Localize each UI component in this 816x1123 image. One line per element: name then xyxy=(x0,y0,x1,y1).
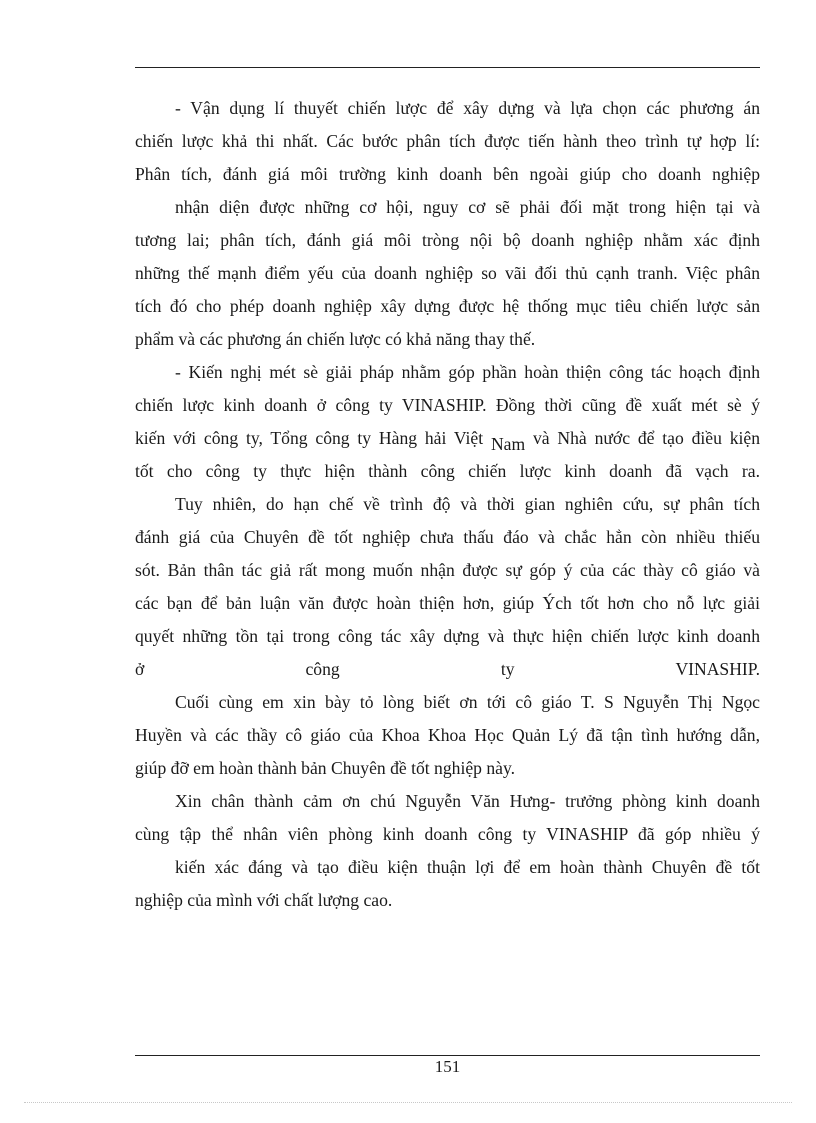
text-line: những thế mạnh điểm yếu của doanh nghiệp so vãi đối thủ cạnh tranh. Việc phân xyxy=(135,263,760,283)
text-line: chiến lược khả thi nhất. Các bước phân tích được tiến hành theo trình tự hợp lí: xyxy=(135,131,760,151)
text-line: nghiệp của mình với chất lượng cao. xyxy=(135,890,393,910)
text-line: kiến xác đáng và tạo điều kiện thuận lợi để em hoàn thành Chuyên đề tốt xyxy=(175,857,760,877)
page-number: 151 xyxy=(434,1057,461,1076)
text-line: tương lai; phân tích, đánh giá môi tròng nội bộ doanh nghiệp nhằm xác định xyxy=(135,230,760,250)
text-segment: kiến với công ty, Tổng công ty Hàng hải Việt xyxy=(135,428,484,448)
text-line: tích đó cho phép doanh nghiệp xây dựng được hệ thống mục tiêu chiến lược sản xyxy=(135,296,760,316)
text-line: giúp đỡ em hoàn thành bản Chuyên đề tốt nghiệp này. xyxy=(135,758,516,778)
text-line-mixed xyxy=(135,422,760,455)
text-segment: và Nhà nước để tạo điều kiện xyxy=(533,428,760,448)
text-line: các bạn để bản luận văn được hoàn thiện hơn, giúp Ých tốt hơn cho nỗ lực giải xyxy=(135,593,760,613)
text-line: Huyền và các thầy cô giáo của Khoa Khoa Học Quản Lý đã tận tình hướng dẫn, xyxy=(135,725,760,745)
text-line: sót. Bản thân tác giả rất mong muốn nhận được sự góp ý của các thày cô giáo và xyxy=(135,560,760,580)
text-line: - Kiến nghị mét sè giải pháp nhằm góp phần hoàn thiện công tác hoạch định xyxy=(175,362,760,382)
text-line: nhận diện được những cơ hội, nguy cơ sẽ phải đối mặt trong hiện tại và xyxy=(175,197,760,217)
text-line: Tuy nhiên, do hạn chế về trình độ và thời gian nghiên cứu, sự phân tích xyxy=(175,494,760,514)
document-body xyxy=(135,92,760,917)
text-line: cùng tập thể nhân viên phòng kinh doanh công ty VINASHIP đã góp nhiều ý xyxy=(135,824,760,844)
text-line: ở công ty VINASHIP. xyxy=(135,659,760,679)
text-line: chiến lược kinh doanh ở công ty VINASHIP. Đồng thời cũng đề xuất mét sè ý xyxy=(135,395,760,415)
page-edge-divider xyxy=(24,1102,792,1103)
header-rule xyxy=(135,67,760,68)
text-line: phẩm và các phương án chiến lược có khả năng thay thế. xyxy=(135,329,536,349)
text-line: Phân tích, đánh giá môi trường kinh doanh bên ngoài giúp cho doanh nghiệp xyxy=(135,164,760,184)
text-line: Cuối cùng em xin bày tỏ lòng biết ơn tới cô giáo T. S Nguyễn Thị Ngọc xyxy=(175,692,760,712)
text-line: quyết những tồn tại trong công tác xây dựng và thực hiện chiến lược kinh doanh xyxy=(135,626,760,646)
text-line: Xin chân thành cảm ơn chú Nguyễn Văn Hưng- trưởng phòng kinh doanh xyxy=(175,791,760,811)
text-line: tốt cho công ty thực hiện thành công chiến lược kinh doanh đã vạch ra. xyxy=(135,461,760,481)
text-line: - Vận dụng lí thuyết chiến lược để xây dựng và lựa chọn các phương án xyxy=(175,98,760,118)
text-line: đánh giá của Chuyên đề tốt nghiệp chưa thấu đáo và chắc hẳn còn nhiều thiếu xyxy=(135,527,760,547)
text-segment-lowered: Nam xyxy=(490,434,526,454)
